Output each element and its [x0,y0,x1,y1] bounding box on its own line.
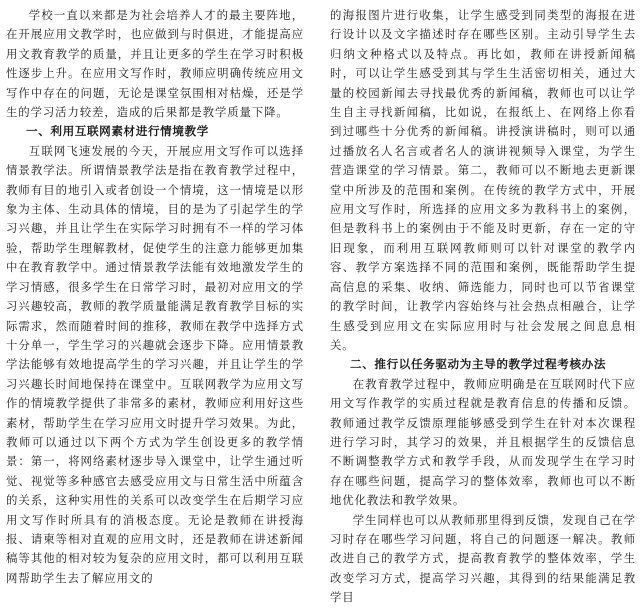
section-1-paragraph: 互联网飞速发展的今天，开展应用文写作可以选择情景教学法。所谓情景教学法是指在教育教学过程中，教师有目的地引入或者创设一个情境，这一情境是以形象为主体、生动具体的情境，目的是为了引起学生的学习兴趣，并且让学生在实际学习时拥有不一样的学习体验，帮助学生理解教材，促使学生的注意力能够更加集中在教育教学中。通过情景教学法能有效地激发学生的学习情感，很多学生在日常学习时，最初对应用文的学习兴趣较高，教师的教学质量能满足教育教学目标的实际需求，然而随着时间的推移，教师在教学中选择方式十分单一，学生学习的兴趣就会逐步下降。应用情景教学法能够有效地提高学生的学习兴趣，并且让学生的学习兴趣长时间地保持在课堂中。互联网教学为应用文写作的情境教学提供了非常多的素材，教师应利用好这些素材，帮助学生在学习应用文时提升学习效果。为此，教师可以通过以下两个方式为学生创设更多的教学情景：第一，将网络素材逐步导入课堂中，让学生通过听觉、视觉等多种感官去感受应用文与日常生活中所蕴含的关系，这种实用性的关系可以改变学生在后期学习应用文写作时所具有的消极态度。无论是教师在讲授海报、请柬等相对直观的应用文时，还是教师在讲述新闻稿等其他的相对较为复杂的应用文时，都可以利用互联网帮助学生去了解应用文的 [6,143,304,585]
section-2-paragraph-1: 在教育教学过程中，教师应明确是在互联网时代下应用文写作教学的实质过程就是教育信息的传播和反馈。教师通过教学反馈原理能够感受到学生在针对本次课程进行学习时，其学习的效果，并且根据学生的反馈信息不断调整教学方式和教学手段，从而发现学生在学习时存在哪些问题，提高学习的整体效率，教师也可以不断地优化教法和教学效果。 [330,376,636,508]
section-2-paragraph-2: 学生同样也可以从教师那里得到反馈，发现自己在学习时存在哪些学习问题，将自己的问题逐一解决。教师改进自己的教学方式，提高教育教学的整体效率，学生改变学习方式，提高学习兴趣，其得到的结果能满足教学目 [330,512,636,605]
continued-paragraph: 的海报图片进行收集，让学生感受到同类型的海报在进行设计以及文字描述时存在哪些区别。主动引导学生去归纳文种格式以及特点。再比如，教师在讲授新闻稿时，可以让学生感受到其与学生生活密切相关，通过大量的校园新闻去寻找最优秀的新闻稿，教师也可以让学生自主寻找新闻稿，比如说，在报纸上、在网络上你看到过哪些十分优秀的新闻稿。讲授演讲稿时，则可以通过播放名人名言或者名人的演讲视频导入课堂，为学生营造课堂的学习情景。第二，教师可以不断地去更新课堂中所涉及的范围和案例。在传统的教学方式中，开展应用文写作时，所选择的应用文多为教科书上的案例，但是教科书上的案例由于不能及时更新，存在一定的守旧现象，而利用互联网教师则可以针对课堂的教学内容、教学方案选择不同的范围和案例，既能帮助学生提高信息的采集、收纳、筛选能力，同时也可以节省课堂的教学时间，让教学内容始终与社会热点相融合，让学生感受到应用文在实际应用时与社会发展之间息息相关。 [330,8,636,352]
intro-paragraph: 学校一直以来都是为社会培养人才的最主要阵地，在开展应用文教学时，也应做到与时俱进，才能提高应用文教育教学的质量，并且让更多的学生在学习时积极性逐步上升。在应用文写作时，教师应明确传统应用文写作中存在的问题，无论是课堂氛围相对枯燥，还是学生的学习活力较差，造成的后果都是教学质量下降。 [6,8,304,120]
right-column [330,6,636,605]
left-column [6,6,304,585]
section-heading-2: 二、推行以任务驱动为主导的教学过程考核办法 [350,357,607,372]
section-heading-1: 一、利用互联网素材进行情境教学 [26,124,209,139]
